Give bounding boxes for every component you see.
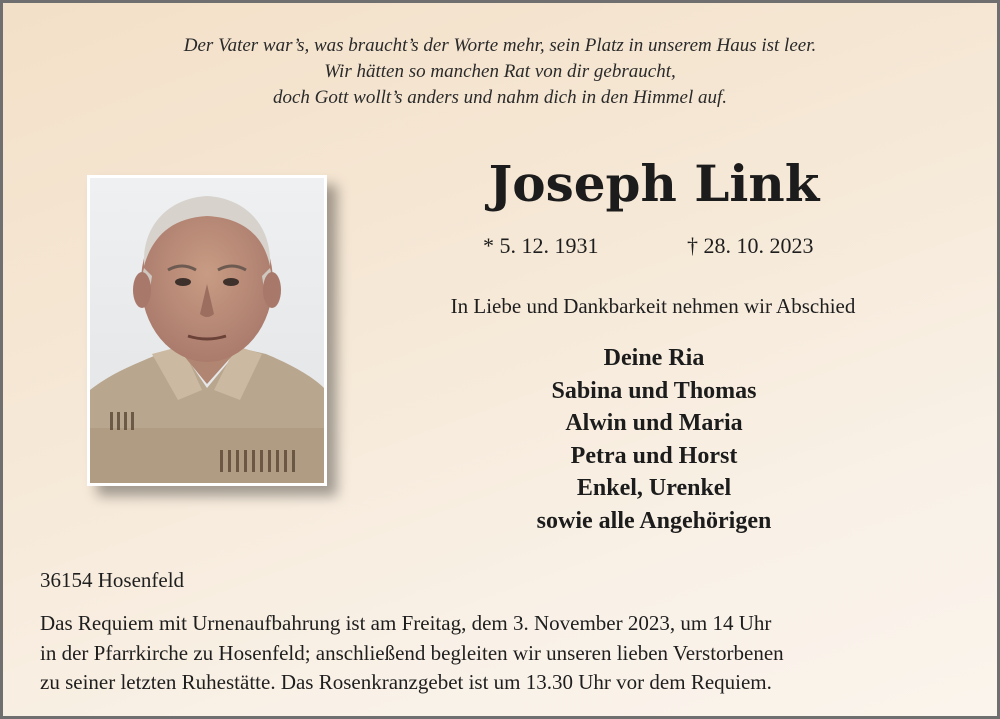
service-details (40, 609, 784, 698)
portrait-photo (90, 178, 324, 483)
location-line: 36154 Hosenfeld (40, 568, 185, 592)
details-line: Das Requiem mit Urnenaufbahrung ist am Freitag, dem 3. November 2023, um 14 Uhr (40, 611, 772, 635)
death-date: † 28. 10. 2023 (687, 233, 814, 258)
family-list (403, 342, 905, 537)
details-line: zu seiner letzten Ruhestätte. Das Rosenkranzgebet ist um 13.30 Uhr vor dem Requiem. (40, 670, 772, 694)
portrait-frame (87, 175, 327, 486)
farewell-line: In Liebe und Dankbarkeit nehmen wir Abschied (450, 294, 856, 318)
verse-line: Wir hätten so manchen Rat von dir gebraucht, (324, 61, 676, 82)
verse-line: doch Gott wollt’s anders und nahm dich in den Himmel auf. (272, 87, 728, 108)
family-member: Petra und Horst (570, 442, 738, 469)
family-member: Sabina und Thomas (551, 377, 757, 404)
portrait-illustration (90, 178, 324, 483)
deceased-name: Joseph Link (488, 154, 820, 213)
family-member: Deine Ria (603, 345, 705, 371)
family-member: Enkel, Urenkel (576, 475, 732, 501)
verse-line: Der Vater war’s, was braucht’s der Worte mehr, sein Platz in unserem Haus ist leer. (183, 35, 817, 56)
birth-date: * 5. 12. 1931 (483, 233, 599, 258)
family-member: sowie alle Angehörigen (536, 507, 772, 534)
memorial-verse (3, 33, 997, 111)
details-line: in der Pfarrkirche zu Hosenfeld; anschließend begleiten wir unseren lieben Verstorbenen (40, 640, 784, 665)
family-member: Alwin und Maria (565, 410, 743, 436)
